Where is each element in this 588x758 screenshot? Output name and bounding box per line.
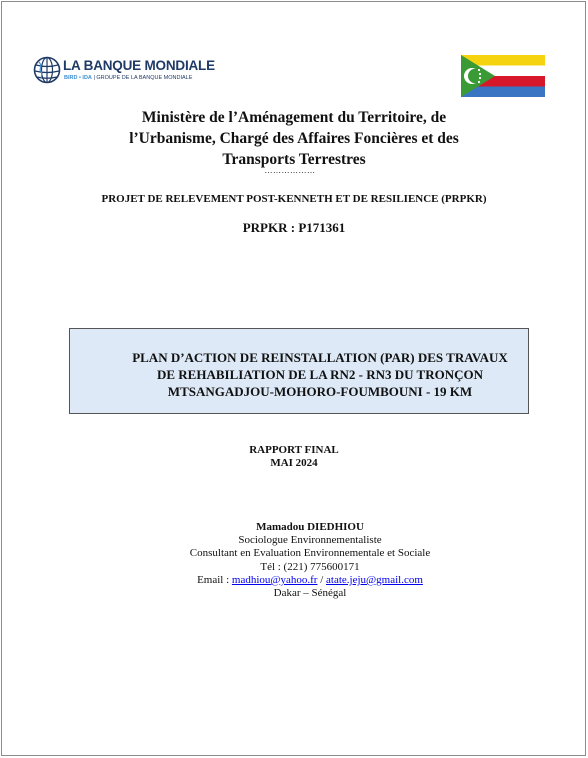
document-title bbox=[110, 349, 530, 400]
world-bank-name: LA BANQUE MONDIALE bbox=[63, 58, 215, 73]
ministry-line-2: l’Urbanisme, Chargé des Affaires Foncières et des bbox=[129, 130, 459, 147]
comoros-flag-icon bbox=[461, 55, 545, 97]
author-role-1: Sociologue Environnementaliste bbox=[238, 534, 382, 547]
document-title-box bbox=[69, 328, 529, 414]
report-date: MAI 2024 bbox=[270, 457, 318, 469]
ministry-line-3: Transports Terrestres bbox=[222, 151, 366, 168]
author-last-name: DIEDHIOU bbox=[307, 521, 364, 533]
author-role-2: Consultant en Evaluation Environnementale et Sociale bbox=[189, 547, 431, 560]
author-first-name: Mamadou bbox=[256, 521, 305, 533]
globe-icon bbox=[33, 56, 61, 84]
document-title-line-3: MTSANGADJOU-MOHORO-FOUMBOUNI - 19 KM bbox=[167, 384, 473, 399]
world-bank-subtitle bbox=[64, 75, 192, 81]
document-title-line-2: DE REHABILIATION DE LA RN2 - RN3 DU TRONÇON bbox=[156, 367, 483, 382]
document-title-line-1: PLAN D’ACTION DE REINSTALLATION (PAR) DES TRAVAUX bbox=[132, 350, 508, 365]
group-label: GROUPE DE LA BANQUE MONDIALE bbox=[96, 75, 193, 81]
project-code: PRPKR : P171361 bbox=[242, 220, 346, 235]
ministry-heading bbox=[90, 107, 498, 170]
group-separator: | bbox=[93, 75, 97, 81]
project-title: PROJET DE RELEVEMENT POST-KENNETH ET DE RESILIENCE (PRPKR) bbox=[101, 193, 487, 205]
author-location: Dakar – Sénégal bbox=[273, 587, 347, 600]
email-separator: / bbox=[317, 573, 327, 586]
ibrd-ida-label: BIRD • IDA bbox=[64, 75, 92, 81]
separator-dots: ……………… bbox=[264, 166, 316, 175]
email-link-1[interactable]: madhiou@yahoo.fr bbox=[231, 573, 318, 586]
author-email-line bbox=[150, 574, 470, 587]
report-type: RAPPORT FINAL bbox=[249, 444, 339, 456]
world-bank-logo bbox=[33, 56, 215, 88]
author-name bbox=[150, 521, 470, 534]
report-info bbox=[200, 444, 388, 470]
email-label: Email : bbox=[197, 573, 232, 586]
ministry-line-1: Ministère de l’Aménagement du Territoire, de bbox=[141, 109, 447, 126]
author-phone: Tél : (221) 775600171 bbox=[260, 560, 360, 573]
email-link-2[interactable]: atate.jeju@gmail.com bbox=[326, 573, 423, 586]
author-block bbox=[150, 521, 470, 600]
